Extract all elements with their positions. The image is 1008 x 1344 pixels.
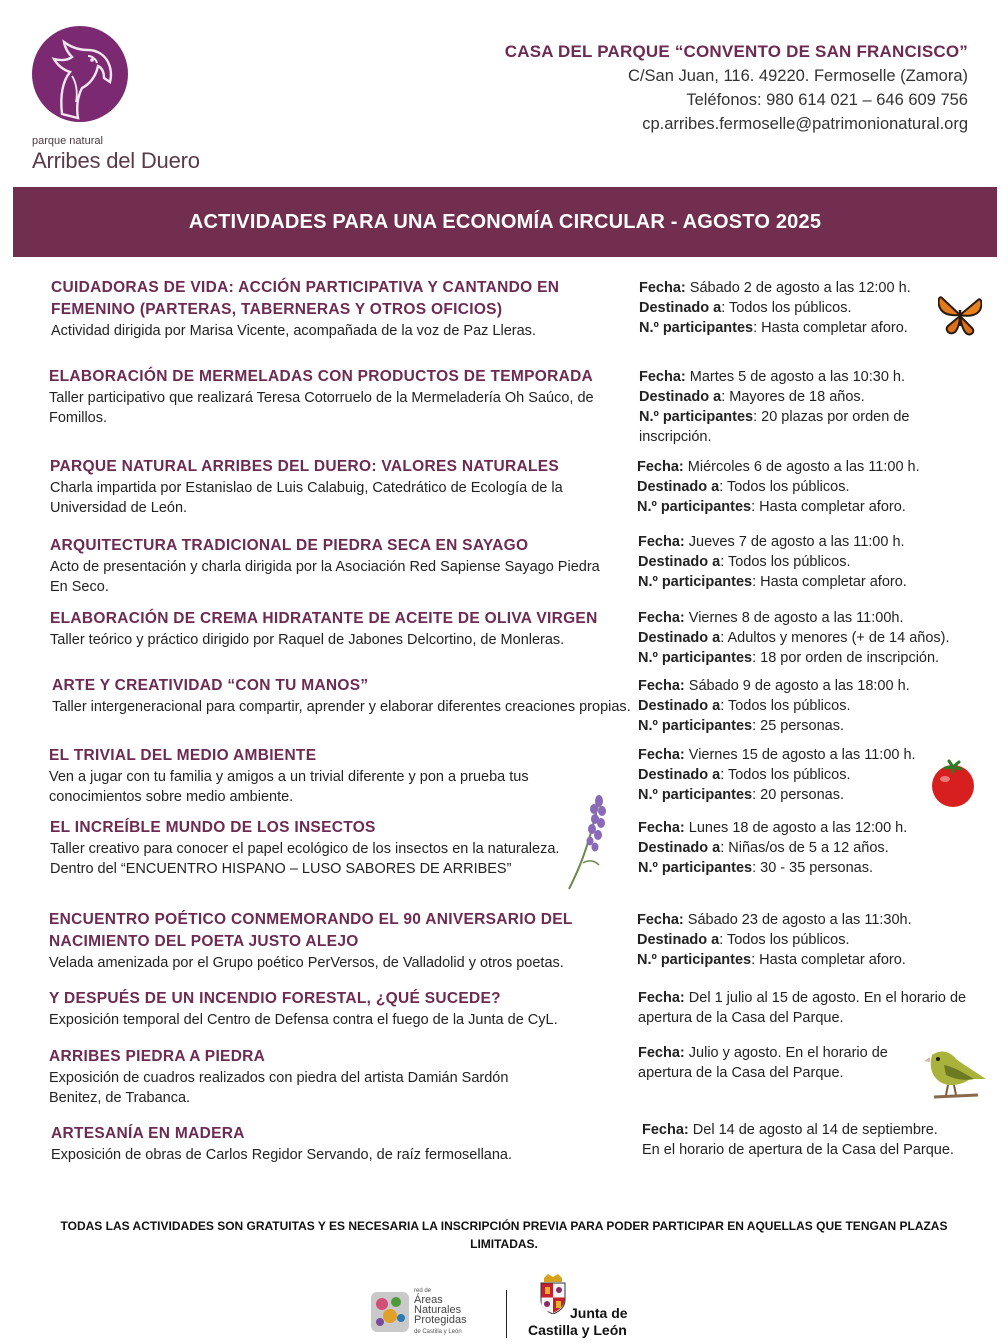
activity-date: Sábado 2 de agosto a las 12:00 h. <box>689 280 911 296</box>
fecha-label: Fecha: <box>638 820 685 836</box>
activity-audience: Adultos y menores (+ de 14 años). <box>727 630 950 646</box>
activity-date: Miércoles 6 de agosto a las 11:00 h. <box>687 459 920 475</box>
activity-title: ARTESANÍA EN MADERA <box>51 1125 245 1142</box>
participantes-label: N.º participantes <box>638 787 753 803</box>
contact-title: CASA DEL PARQUE “CONVENTO DE SAN FRANCISCO” <box>504 42 968 61</box>
activity-description: Charla impartida por Estanislao de Luis Calabuig, Catedrático de Ecología de la Universidad de León. <box>50 480 563 516</box>
fecha-label: Fecha: <box>638 747 685 763</box>
junta-logo <box>528 1274 648 1344</box>
activity-audience: Todos los públicos. <box>727 767 851 783</box>
activity-description: Acto de presentación y charla dirigida por la Asociación Red Sapiense Sayago Piedra En Seco. <box>50 559 600 595</box>
fecha-label: Fecha: <box>637 912 684 928</box>
activity-date: Julio y agosto. En el horario de apertura de la Casa del Parque. <box>638 1045 888 1081</box>
activity-participants: Hasta completar aforo. <box>759 952 906 968</box>
anp-line2: Naturales <box>414 1304 462 1316</box>
contact-block <box>505 42 968 134</box>
activity-date: Sábado 23 de agosto a las 11:30h. <box>687 912 912 928</box>
activity-date: Viernes 15 de agosto a las 11:00 h. <box>688 747 916 763</box>
activity-participants: 20 plazas por orden de inscripción. <box>639 409 910 445</box>
activity-audience: Todos los públicos. <box>727 698 851 714</box>
greenfinch-bird-icon <box>920 1045 990 1101</box>
destinado-label: Destinado a <box>637 932 720 948</box>
activity-audience: Todos los públicos. <box>726 479 850 495</box>
fecha-label: Fecha: <box>638 678 685 694</box>
participantes-label: N.º participantes <box>637 499 752 515</box>
activity-title: CUIDADORAS DE VIDA: ACCIÓN PARTICIPATIVA Y CANTANDO EN FEMENINO (PARTERAS, TABERNERAS Y OTROS OFICIOS) <box>51 279 560 318</box>
activity-title: ARTE Y CREATIVIDAD “CON TU MANOS” <box>52 677 369 694</box>
participantes-label: N.º participantes <box>638 860 753 876</box>
logo-divider <box>506 1290 507 1338</box>
footer-note: TODAS LAS ACTIVIDADES SON GRATUITAS Y ES NECESARIA LA INSCRIPCIÓN PREVIA PARA PODER PARTICIPAR EN AQUELLAS QUE TENGAN PLAZAS LIMITADAS. <box>60 1219 948 1251</box>
destinado-label: Destinado a <box>638 698 721 714</box>
activity-date: Del 14 de agosto al 14 de septiembre. En el horario de apertura de la Casa del Parque. <box>642 1122 954 1158</box>
participantes-label: N.º participantes <box>639 409 754 425</box>
activity-participants: 18 por orden de inscripción. <box>760 650 940 666</box>
activity-title: Y DESPUÉS DE UN INCENDIO FORESTAL, ¿QUÉ SUCEDE? <box>49 990 501 1007</box>
activity-participants: 25 personas. <box>760 718 844 734</box>
activity-description: Exposición de cuadros realizados con piedra del artista Damián Sardón Benitez, de Trabanca. <box>49 1070 509 1106</box>
activity-audience: Todos los públicos. <box>727 554 851 570</box>
activity-title: ARQUITECTURA TRADICIONAL DE PIEDRA SECA EN SAYAGO <box>50 537 529 554</box>
activity-date: Jueves 7 de agosto a las 11:00 h. <box>688 534 905 550</box>
participantes-label: N.º participantes <box>639 320 754 336</box>
junta-line1: Junta de <box>570 1305 628 1321</box>
activity-description: Exposición temporal del Centro de Defensa contra el fuego de la Junta de CyL. <box>49 1012 558 1028</box>
banner-title: ACTIVIDADES PARA UNA ECONOMÍA CIRCULAR - AGOSTO 2025 <box>188 210 822 233</box>
activity-title: EL TRIVIAL DEL MEDIO AMBIENTE <box>49 747 317 764</box>
activity-date: Lunes 18 de agosto a las 12:00 h. <box>688 820 908 836</box>
contact-email[interactable]: cp.arribes.fermoselle@patrimonionatural.org <box>642 115 968 133</box>
activity-audience: Niñas/os de 5 a 12 años. <box>728 840 889 856</box>
contact-phones: Teléfonos: 980 614 021 – 646 609 756 <box>686 91 968 109</box>
activity-title: ELABORACIÓN DE MERMELADAS CON PRODUCTOS DE TEMPORADA <box>49 368 594 385</box>
activity-date: Martes 5 de agosto a las 10:30 h. <box>689 369 906 385</box>
activity-title: EL INCREÍBLE MUNDO DE LOS INSECTOS <box>50 819 376 836</box>
destinado-label: Destinado a <box>638 630 721 646</box>
logo-name: Arribes del Duero <box>32 148 200 173</box>
fecha-label: Fecha: <box>638 610 685 626</box>
activity-date: Viernes 8 de agosto a las 11:00h. <box>688 610 904 626</box>
activity-description: Ven a jugar con tu familia y amigos a un trivial diferente y pon a prueba tus conocimientos sobre medio ambiente. <box>49 769 529 805</box>
junta-line2: Castilla y León <box>528 1322 627 1338</box>
destinado-label: Destinado a <box>638 840 721 856</box>
fecha-label: Fecha: <box>637 459 684 475</box>
activity-description-note: Dentro del “ENCUENTRO HISPANO – LUSO SABORES DE ARRIBES” <box>50 861 512 877</box>
activity-date: Del 1 julio al 15 de agosto. En el horario de apertura de la Casa del Parque. <box>638 990 967 1026</box>
fecha-label: Fecha: <box>639 369 686 385</box>
activity-participants: 20 personas. <box>760 787 844 803</box>
destinado-label: Destinado a <box>638 767 721 783</box>
butterfly-icon <box>938 292 982 338</box>
activity-title: ELABORACIÓN DE CREMA HIDRATANTE DE ACEITE DE OLIVA VIRGEN <box>50 610 598 627</box>
participantes-label: N.º participantes <box>638 718 753 734</box>
logo-subtitle: parque natural <box>32 135 103 147</box>
coat-of-arms-icon <box>538 1274 568 1314</box>
activity-audience: Mayores de 18 años. <box>729 389 865 405</box>
activity-description: Actividad dirigida por Marisa Vicente, acompañada de la voz de Paz Lleras. <box>51 323 536 339</box>
activity-title: PARQUE NATURAL ARRIBES DEL DUERO: VALORES NATURALES <box>50 458 560 475</box>
participantes-label: N.º participantes <box>637 952 752 968</box>
anp-logo <box>370 1288 490 1338</box>
activity-description: Taller intergeneracional para compartir, aprender y elaborar diferentes creaciones propias. <box>52 699 631 715</box>
footer-logos <box>370 1272 650 1344</box>
anp-line3: Protegidas <box>414 1314 467 1326</box>
activity-title: ARRIBES PIEDRA A PIEDRA <box>49 1048 266 1065</box>
title-banner <box>13 187 997 257</box>
anp-line4: de Castilla y León <box>414 1329 462 1335</box>
activity-title: ENCUENTRO POÉTICO CONMEMORANDO EL 90 ANIVERSARIO DEL NACIMIENTO DEL POETA JUSTO ALEJO <box>49 911 573 950</box>
destinado-label: Destinado a <box>639 300 722 316</box>
participantes-label: N.º participantes <box>638 574 753 590</box>
contact-address: C/San Juan, 116. 49220. Fermoselle (Zamora) <box>628 67 968 85</box>
tomato-icon <box>928 758 978 808</box>
fecha-label: Fecha: <box>638 1045 685 1061</box>
activity-participants: Hasta completar aforo. <box>761 320 908 336</box>
anp-prefix: red de <box>414 1288 432 1294</box>
anp-emblem-icon <box>370 1290 410 1334</box>
destinado-label: Destinado a <box>639 389 722 405</box>
activity-audience: Todos los públicos. <box>728 300 852 316</box>
activity-description: Velada amenizada por el Grupo poético PerVersos, de Valladolid y otros poetas. <box>49 955 564 971</box>
fecha-label: Fecha: <box>638 990 685 1006</box>
fecha-label: Fecha: <box>639 280 686 296</box>
vulture-emblem-icon <box>32 26 128 122</box>
lavender-icon <box>565 793 611 891</box>
park-logo <box>28 22 228 172</box>
activity-date: Sábado 9 de agosto a las 18:00 h. <box>688 678 910 694</box>
destinado-label: Destinado a <box>638 554 721 570</box>
activity-description: Taller creativo para conocer el papel ecológico de los insectos en la naturaleza. <box>50 841 560 857</box>
activity-description: Exposición de obras de Carlos Regidor Servando, de raíz fermosellana. <box>51 1147 513 1163</box>
anp-line1: Áreas <box>414 1294 443 1306</box>
participantes-label: N.º participantes <box>638 650 753 666</box>
activity-description: Taller participativo que realizará Teresa Cotorruelo de la Mermeladería Oh Saúco, de Fomillos. <box>49 390 594 426</box>
fecha-label: Fecha: <box>638 534 685 550</box>
activity-participants: Hasta completar aforo. <box>760 574 907 590</box>
destinado-label: Destinado a <box>637 479 720 495</box>
activity-participants: Hasta completar aforo. <box>759 499 906 515</box>
activity-participants: 30 - 35 personas. <box>760 860 873 876</box>
fecha-label: Fecha: <box>642 1122 689 1138</box>
activity-description: Taller teórico y práctico dirigido por Raquel de Jabones Delcortino, de Monleras. <box>50 632 565 648</box>
activity-audience: Todos los públicos. <box>726 932 850 948</box>
